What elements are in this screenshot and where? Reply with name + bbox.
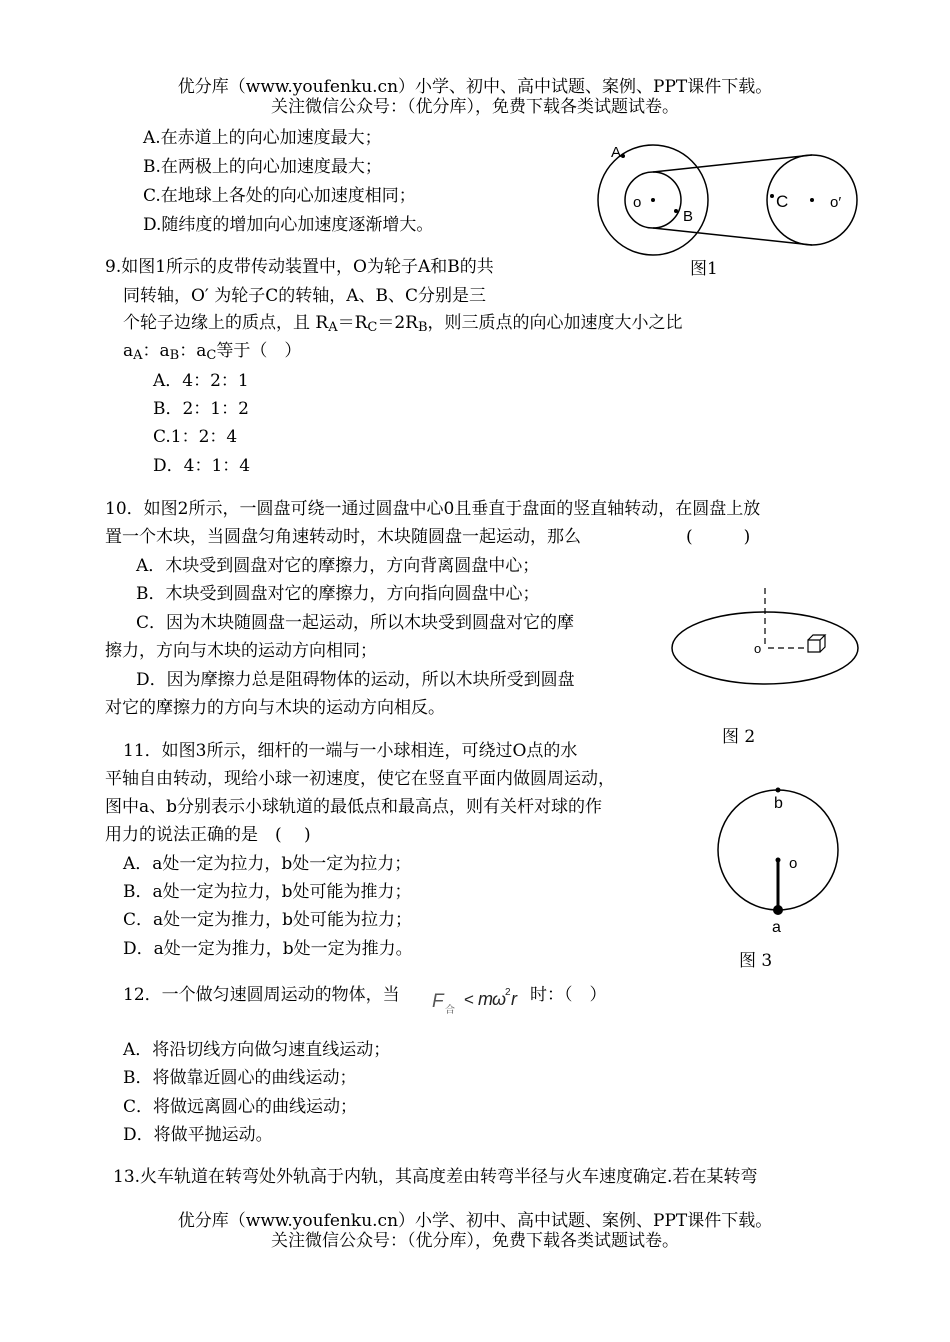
- q9-line-3: [123, 313, 683, 336]
- q11-line-4: 用力的说法正确的是 ( ): [105, 825, 311, 845]
- fig2-label-o: o: [754, 641, 762, 656]
- fig3-label-b: b: [774, 795, 783, 812]
- figure-2-caption: 图 2: [722, 727, 756, 747]
- q9-line-3-start: 个轮子边缘上的质点，且 R: [123, 313, 329, 333]
- q9-sub-c: C: [367, 320, 378, 335]
- q12-option-c: C．将做远离圆心的曲线运动；: [123, 1097, 358, 1117]
- figure-3-caption: 图 3: [739, 951, 773, 971]
- q9-comma: ，: [427, 313, 445, 333]
- fig3-label-o: o: [789, 855, 798, 872]
- fig3-label-a: a: [772, 919, 781, 936]
- figure-1-belt-drive: [590, 130, 860, 290]
- q9-ratio-tail: 等于（ ）: [216, 341, 302, 361]
- q9-sub-a: A: [328, 320, 338, 335]
- formula-square: 2: [505, 987, 511, 998]
- q9-ratio-colon-2: ：: [179, 341, 197, 361]
- q10-option-c-line-1: C．因为木块随圆盘一起运动，所以木块受到圆盘对它的摩: [136, 613, 575, 633]
- header-line-2: 关注微信公众号：（优分库），免费下载各类试题试卷。: [271, 97, 679, 117]
- q11-option-c: C．a处一定为推力，b处可能为拉力；: [123, 910, 413, 930]
- q11-line-1: 11．如图3所示，细杆的一端与一小球相连，可绕过O点的水: [123, 741, 578, 761]
- q9-option-a: A．4：2：1: [153, 371, 249, 391]
- fig1-label-b: B: [683, 208, 694, 225]
- q11-option-d: D．a处一定为推力，b处一定为推力。: [123, 939, 413, 959]
- q10-option-d-line-1: D．因为摩擦力总是阻碍物体的运动，所以木块所受到圆盘: [136, 670, 575, 690]
- formula-omega: ω: [492, 989, 507, 1009]
- q10-option-b: B．木块受到圆盘对它的摩擦力，方向指向圆盘中心；: [136, 584, 540, 604]
- q12-stem-end: 时：（ ）: [530, 985, 607, 1005]
- formula-m: m: [478, 989, 493, 1009]
- q9-eq-2: ＝2R: [377, 313, 418, 333]
- q10-option-a: A．木块受到圆盘对它的摩擦力，方向背离圆盘中心；: [136, 556, 540, 576]
- q10-line-2: 置一个木块，当圆盘匀角速转动时，木块随圆盘一起运动，那么: [105, 527, 581, 547]
- q9-ratio-sub-c: C: [206, 348, 217, 363]
- formula-f: F: [432, 991, 444, 1012]
- q10-option-c-line-2: 擦力，方向与木块的运动方向相同；: [105, 641, 377, 661]
- q10-line-1: 10．如图2所示，一圆盘可绕一通过圆盘中心0且垂直于盘面的竖直轴转动，在圆盘上放: [105, 499, 761, 519]
- prev-option-c: C.在地球上各处的向心加速度相同；: [143, 186, 416, 206]
- q9-eq-1: ＝R: [337, 313, 368, 333]
- q9-sub-b: B: [417, 320, 428, 335]
- q12-option-d: D．将做平抛运动。: [123, 1125, 273, 1145]
- footer-line-2: 关注微信公众号：（优分库），免费下载各类试题试卷。: [271, 1231, 679, 1251]
- q9-ratio-colon-1: ：: [142, 341, 160, 361]
- q9-option-c: C.1：2：4: [153, 427, 238, 447]
- q9-line-1: 9.如图1所示的皮带传动装置中，O为轮子A和B的共: [105, 257, 494, 277]
- q9-line-2: 同转轴，O′ 为轮子C的转轴，A、B、C分别是三: [123, 286, 486, 306]
- q9-ratio-line: [123, 341, 301, 364]
- q9-line-3-end: 则三质点的向心加速度大小之比: [444, 313, 683, 333]
- q10-answer-paren: ( ): [686, 527, 751, 547]
- q11-option-b: B．a处一定为拉力，b处可能为推力；: [123, 882, 412, 902]
- q11-line-2: 平轴自由转动，现给小球一初速度，使它在竖直平面内做圆周运动，: [105, 769, 615, 789]
- prev-option-b: B.在两极上的向心加速度最大；: [143, 157, 382, 177]
- footer-line-1: 优分库（www.youfenku.cn）小学、初中、高中试题、案例、PPT课件下载。: [177, 1211, 773, 1231]
- q9-ratio-a: a: [123, 341, 134, 361]
- fig1-label-c: C: [776, 192, 789, 211]
- q12-option-b: B．将做靠近圆心的曲线运动；: [123, 1068, 357, 1088]
- q9-option-d: D．4：1：4: [153, 456, 251, 476]
- q11-option-a: A．a处一定为拉力，b处一定为拉力；: [123, 854, 412, 874]
- formula-subscript: 合: [445, 1005, 455, 1016]
- q9-ratio-sub-a: A: [133, 348, 143, 363]
- q9-option-b: B．2：1：2: [153, 399, 249, 419]
- q9-ratio-sub-b: B: [169, 348, 180, 363]
- q11-line-3: 图中a、b分别表示小球轨道的最低点和最高点，则有关杆对球的作: [105, 797, 603, 817]
- figure-1-caption: 图1: [690, 259, 718, 279]
- prev-option-a: A.在赤道上的向心加速度最大；: [143, 128, 382, 148]
- q12-option-a: A．将沿切线方向做匀速直线运动；: [123, 1040, 391, 1060]
- formula-r: r: [511, 989, 517, 1009]
- q12-formula: [428, 980, 532, 1018]
- figure-3-vertical-circle: [705, 780, 855, 940]
- figure-2-rotating-disc: [668, 585, 868, 705]
- q9-ratio-b: a: [159, 341, 170, 361]
- prev-option-d: D.随纬度的增加向心加速度逐渐增大。: [143, 215, 434, 235]
- fig1-label-o: o: [633, 194, 642, 211]
- header-line-1: 优分库（www.youfenku.cn）小学、初中、高中试题、案例、PPT课件下载。: [177, 77, 773, 97]
- q9-ratio-c: a: [196, 341, 207, 361]
- formula-less-than: <: [464, 990, 474, 1009]
- fig1-label-a: A: [611, 144, 622, 161]
- q10-option-d-line-2: 对它的摩擦力的方向与木块的运动方向相反。: [105, 698, 445, 718]
- q13-line-1: 13.火车轨道在转弯处外轨高于内轨，其高度差由转弯半径与火车速度确定.若在某转弯: [113, 1167, 758, 1187]
- fig1-label-o-prime: o′: [830, 194, 842, 211]
- q12-stem-start: 12．一个做匀速圆周运动的物体，当: [123, 985, 400, 1005]
